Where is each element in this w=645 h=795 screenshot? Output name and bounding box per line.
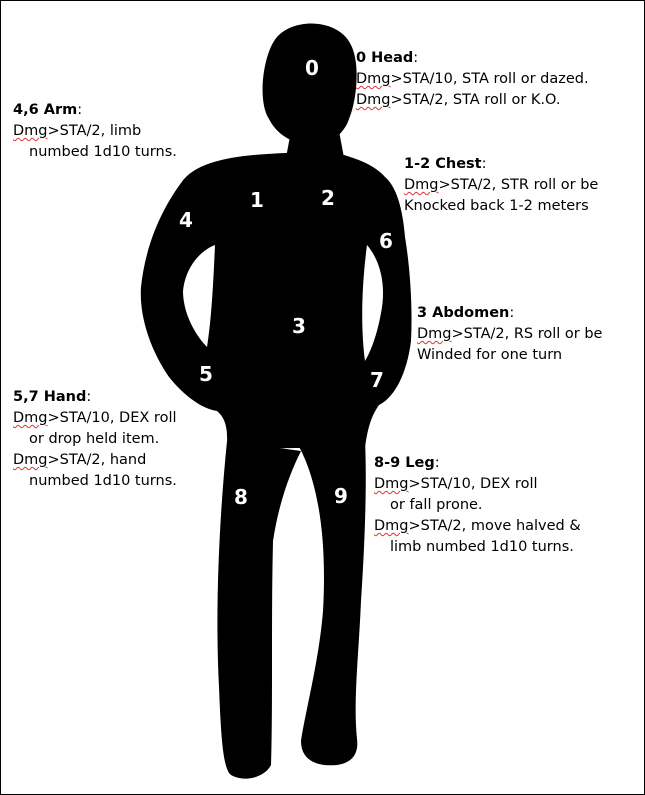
right-leg-shape xyxy=(297,441,366,765)
leg-note-line: limb numbed 1d10 turns. xyxy=(390,539,574,555)
leg-note xyxy=(374,453,581,558)
zone-number-abdomen: 3 xyxy=(292,314,306,338)
zone-number-arm-right: 6 xyxy=(379,229,393,253)
zone-number-leg-right: 9 xyxy=(334,484,348,508)
chest-note-title: 1-2 Chest: xyxy=(404,156,487,172)
hand-note-line: Dmg>STA/2, hand xyxy=(13,452,147,468)
arm-note xyxy=(13,100,177,163)
head-shape xyxy=(263,24,357,146)
leg-note-title: 8-9 Leg: xyxy=(374,455,440,471)
hand-note-line: numbed 1d10 turns. xyxy=(29,473,177,489)
head-note-line: Dmg>STA/10, STA roll or dazed. xyxy=(356,71,589,87)
arm-note-title: 4,6 Arm: xyxy=(13,102,83,118)
hand-note-title: 5,7 Hand: xyxy=(13,389,92,405)
abdomen-note-title: 3 Abdomen: xyxy=(417,305,515,321)
zone-number-chest-left: 1 xyxy=(250,188,264,212)
zone-number-arm-left: 4 xyxy=(179,208,193,232)
chest-note xyxy=(404,154,598,217)
zone-number-hand-right: 7 xyxy=(370,368,384,392)
arm-note-line: Dmg>STA/2, limb xyxy=(13,123,142,139)
head-note xyxy=(356,48,589,111)
hand-note-line: Dmg>STA/10, DEX roll xyxy=(13,410,177,426)
zone-number-leg-left: 8 xyxy=(234,485,248,509)
head-note-line: Dmg>STA/2, STA roll or K.O. xyxy=(356,92,561,108)
chest-note-line: Dmg>STA/2, STR roll or be xyxy=(404,177,599,193)
hand-note xyxy=(13,387,177,492)
chest-note-line: Knocked back 1-2 meters xyxy=(404,198,589,214)
abdomen-note-line: Dmg>STA/2, RS roll or be xyxy=(417,326,603,342)
leg-note-line: Dmg>STA/10, DEX roll xyxy=(374,476,538,492)
abdomen-note xyxy=(417,303,602,366)
abdomen-note-line: Winded for one turn xyxy=(417,347,563,363)
zone-number-chest-right: 2 xyxy=(321,186,335,210)
arm-note-line: numbed 1d10 turns. xyxy=(29,144,177,160)
zone-number-hand-left: 5 xyxy=(199,362,213,386)
leg-note-line: or fall prone. xyxy=(390,497,483,513)
leg-note-line: Dmg>STA/2, move halved & xyxy=(374,518,581,534)
hand-note-line: or drop held item. xyxy=(29,431,160,447)
zone-number-head: 0 xyxy=(305,56,319,80)
left-leg-shape xyxy=(217,441,301,779)
head-note-title: 0 Head: xyxy=(356,50,419,66)
